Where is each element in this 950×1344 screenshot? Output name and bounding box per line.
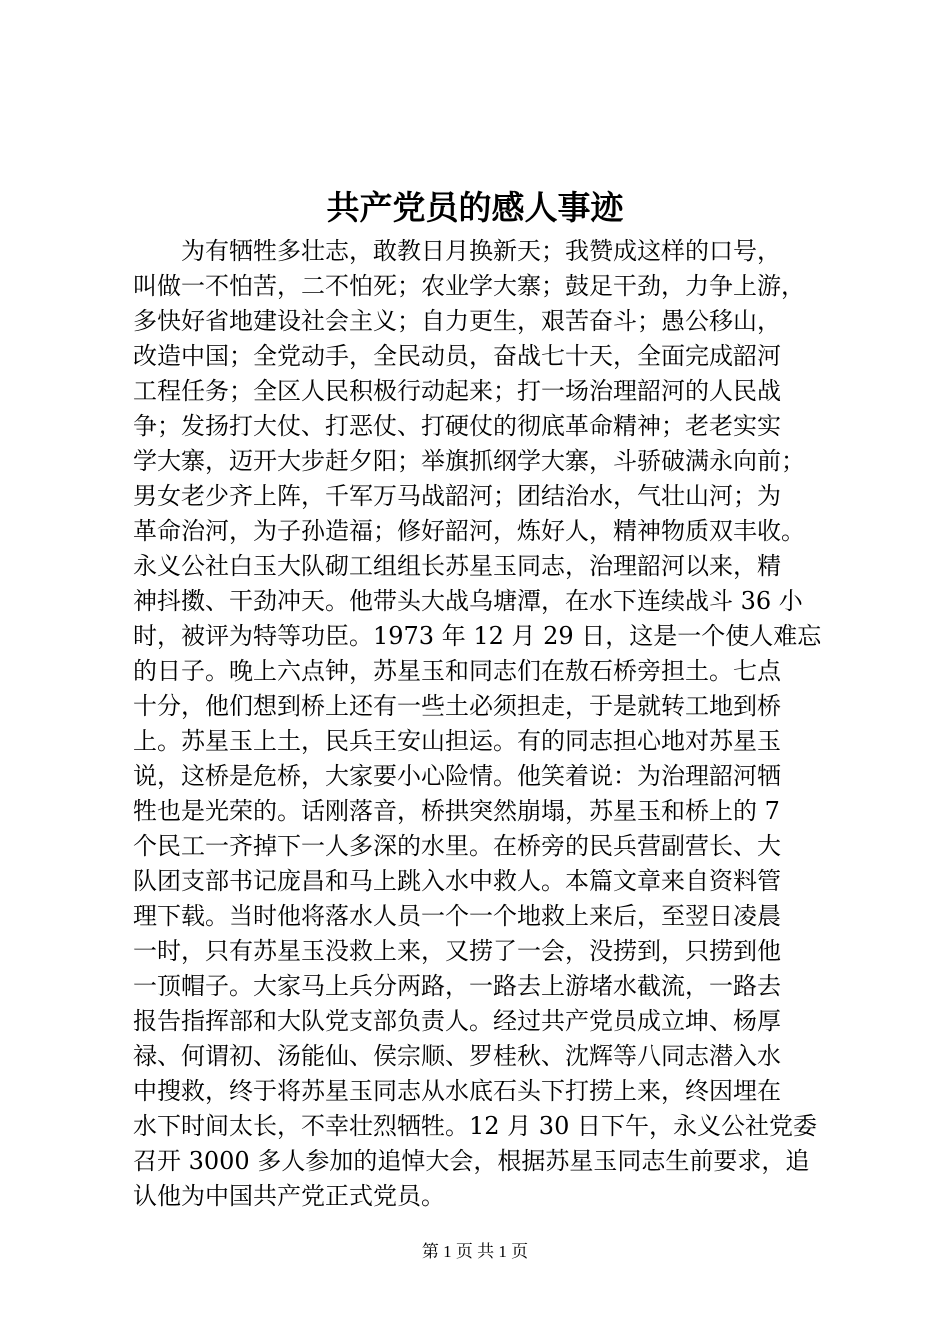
body-line: 说，这桥是危桥，大家要小心险情。他笑着说：为治理韶河牺 (133, 762, 781, 790)
body-line: 学大寨，迈开大步赶夕阳；举旗抓纲学大寨，斗骄破满永向前； (133, 447, 805, 475)
body-line: 多快好省地建设社会主义；自力更生，艰苦奋斗；愚公移山， (133, 307, 781, 335)
body-line: 认他为中国共产党正式党员。 (133, 1182, 445, 1210)
body-line: 为有牺牲多壮志，敢教日月换新天；我赞成这样的口号， (181, 237, 781, 265)
body-line: 时，被评为特等功臣。1973 年 12 月 29 日，这是一个使人难忘 (133, 622, 822, 650)
body-line: 上。苏星玉上土，民兵王安山担运。有的同志担心地对苏星玉 (133, 727, 781, 755)
body-line: 争；发扬打大仗、打恶仗、打硬仗的彻底革命精神；老老实实 (133, 412, 781, 440)
body-line: 一时，只有苏星玉没救上来，又捞了一会，没捞到，只捞到他 (133, 937, 781, 965)
body-line: 禄、何谓初、汤能仙、侯宗顺、罗桂秋、沈辉等八同志潜入水 (133, 1042, 781, 1070)
document-body (133, 234, 853, 1214)
body-line: 个民工一齐掉下一人多深的水里。在桥旁的民兵营副营长、大 (133, 832, 781, 860)
body-line: 一顶帽子。大家马上兵分两路，一路去上游堵水截流，一路去 (133, 972, 781, 1000)
body-line: 革命治河，为子孙造福；修好韶河，炼好人，精神物质双丰收。 (133, 517, 805, 545)
document-title: 共产党员的感人事迹 (326, 188, 624, 227)
body-line: 水下时间太长，不幸壮烈牺牲。12 月 30 日下午，永义公社党委 (133, 1112, 817, 1140)
body-line: 神抖擞、干劲冲天。他带头大战乌塘潭，在水下连续战斗 36 小 (133, 587, 803, 615)
body-line: 永义公社白玉大队砌工组组长苏星玉同志，治理韶河以来，精 (133, 552, 781, 580)
body-line: 十分，他们想到桥上还有一些土必须担走，于是就转工地到桥 (133, 692, 781, 720)
body-line: 牲也是光荣的。话刚落音，桥拱突然崩塌，苏星玉和桥上的 7 (133, 797, 780, 825)
body-line: 队团支部书记庞昌和马上跳入水中救人。本篇文章来自资料管 (133, 867, 781, 895)
page-footer: 第 1 页 共 1 页 (421, 1242, 529, 1261)
body-line: 理下载。当时他将落水人员一个一个地救上来后，至翌日凌晨 (133, 902, 781, 930)
body-line: 工程任务；全区人民积极行动起来；打一场治理韶河的人民战 (133, 377, 781, 405)
body-line: 改造中国；全党动手，全民动员，奋战七十天，全面完成韶河 (133, 342, 781, 370)
body-line: 召开 3000 多人参加的追悼大会，根据苏星玉同志生前要求，追 (133, 1147, 810, 1175)
body-line: 的日子。晚上六点钟，苏星玉和同志们在敖石桥旁担土。七点 (133, 657, 781, 685)
body-line: 中搜救，终于将苏星玉同志从水底石头下打捞上来，终因埋在 (133, 1077, 781, 1105)
body-line: 男女老少齐上阵，千军万马战韶河；团结治水，气壮山河；为 (133, 482, 781, 510)
body-line: 报告指挥部和大队党支部负责人。经过共产党员成立坤、杨厚 (133, 1007, 781, 1035)
body-line: 叫做一不怕苦，二不怕死；农业学大寨；鼓足干劲，力争上游， (133, 272, 805, 300)
